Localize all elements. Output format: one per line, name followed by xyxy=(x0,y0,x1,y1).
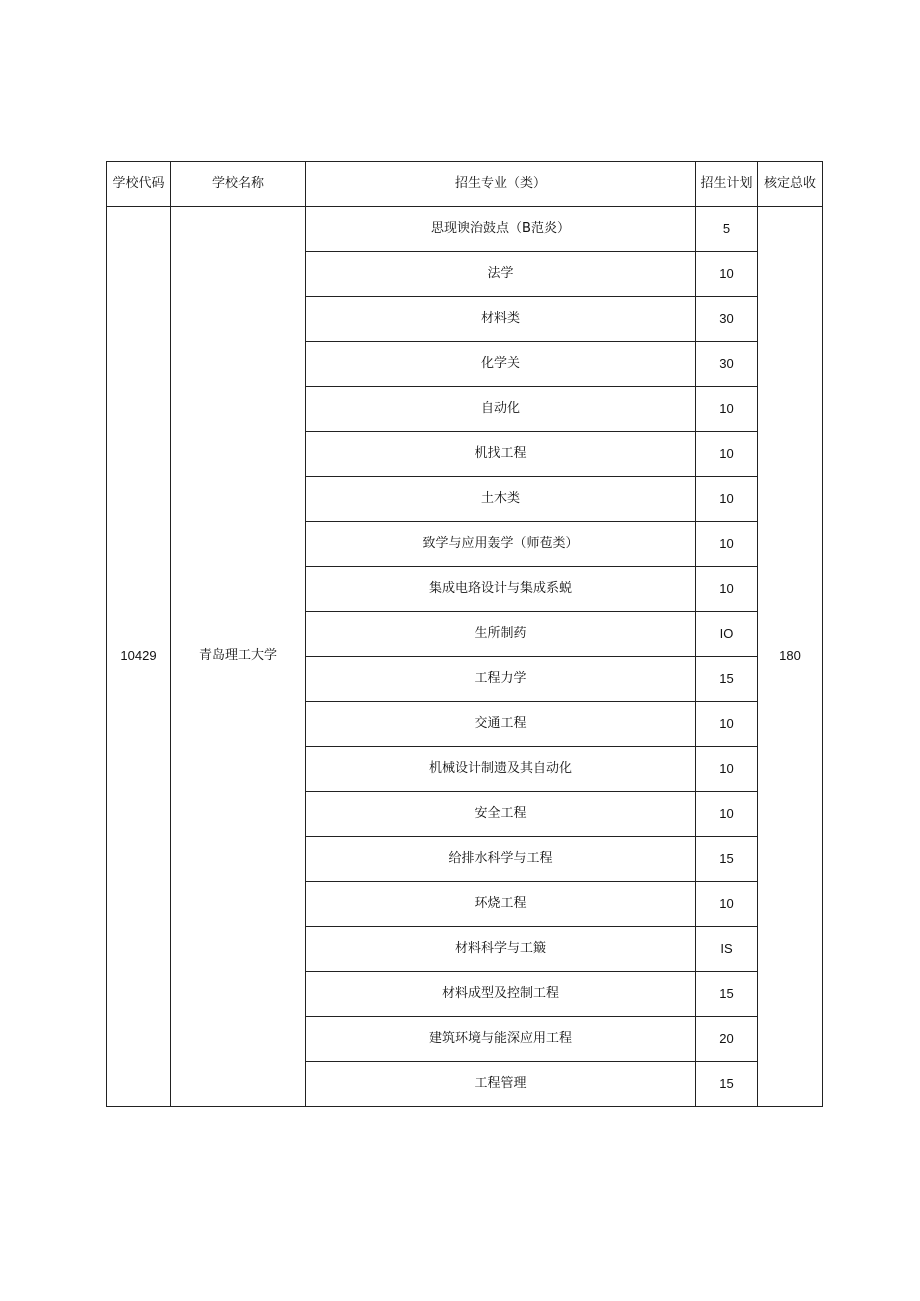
header-plan: 招生计划 xyxy=(696,162,758,207)
plan-cell: 15 xyxy=(696,837,758,882)
major-cell: 给排水科学与工程 xyxy=(306,837,696,882)
plan-cell: 10 xyxy=(696,252,758,297)
major-cell: 材料类 xyxy=(306,297,696,342)
major-cell: 机械设计制遗及其自动化 xyxy=(306,747,696,792)
header-approved-total: 核定总收 xyxy=(758,162,823,207)
table-body xyxy=(107,207,823,1107)
header-major: 招生专业（类） xyxy=(306,162,696,207)
plan-cell: 15 xyxy=(696,657,758,702)
table-row xyxy=(107,207,823,252)
plan-cell: 20 xyxy=(696,1017,758,1062)
major-cell: 生所制药 xyxy=(306,612,696,657)
plan-cell: IO xyxy=(696,612,758,657)
major-cell: 环烧工程 xyxy=(306,882,696,927)
plan-cell: 30 xyxy=(696,297,758,342)
header-school-name: 学校名称 xyxy=(171,162,306,207)
major-cell: 安全工程 xyxy=(306,792,696,837)
plan-cell: 10 xyxy=(696,792,758,837)
plan-cell: IS xyxy=(696,927,758,972)
enrollment-plan-table xyxy=(106,161,823,1107)
plan-cell: 10 xyxy=(696,747,758,792)
major-cell: 集成电珞设计与集成系蜕 xyxy=(306,567,696,612)
plan-cell: 10 xyxy=(696,522,758,567)
major-cell: 自动化 xyxy=(306,387,696,432)
plan-cell: 10 xyxy=(696,702,758,747)
major-cell: 思现谀治鼓点（B范炎） xyxy=(306,207,696,252)
plan-cell: 10 xyxy=(696,567,758,612)
major-cell: 工程力学 xyxy=(306,657,696,702)
school-name-cell: 青岛理工大学 xyxy=(171,207,306,1107)
table-header-row xyxy=(107,162,823,207)
major-cell: 化学关 xyxy=(306,342,696,387)
plan-cell: 30 xyxy=(696,342,758,387)
major-cell: 材料成型及控制工程 xyxy=(306,972,696,1017)
plan-cell: 10 xyxy=(696,882,758,927)
plan-cell: 5 xyxy=(696,207,758,252)
plan-cell: 10 xyxy=(696,477,758,522)
major-cell: 交通工程 xyxy=(306,702,696,747)
school-code-cell: 10429 xyxy=(107,207,171,1107)
major-cell: 工程管理 xyxy=(306,1062,696,1107)
plan-cell: 15 xyxy=(696,1062,758,1107)
major-cell: 建筑环境与能深应用工程 xyxy=(306,1017,696,1062)
approved-total-cell: 180 xyxy=(758,207,823,1107)
header-school-code: 学校代码 xyxy=(107,162,171,207)
major-cell: 材料科学与工簸 xyxy=(306,927,696,972)
major-cell: 土木类 xyxy=(306,477,696,522)
major-cell: 致学与应用轰学（师苞类） xyxy=(306,522,696,567)
major-cell: 法学 xyxy=(306,252,696,297)
plan-cell: 10 xyxy=(696,387,758,432)
plan-cell: 10 xyxy=(696,432,758,477)
major-cell: 机找工程 xyxy=(306,432,696,477)
plan-cell: 15 xyxy=(696,972,758,1017)
